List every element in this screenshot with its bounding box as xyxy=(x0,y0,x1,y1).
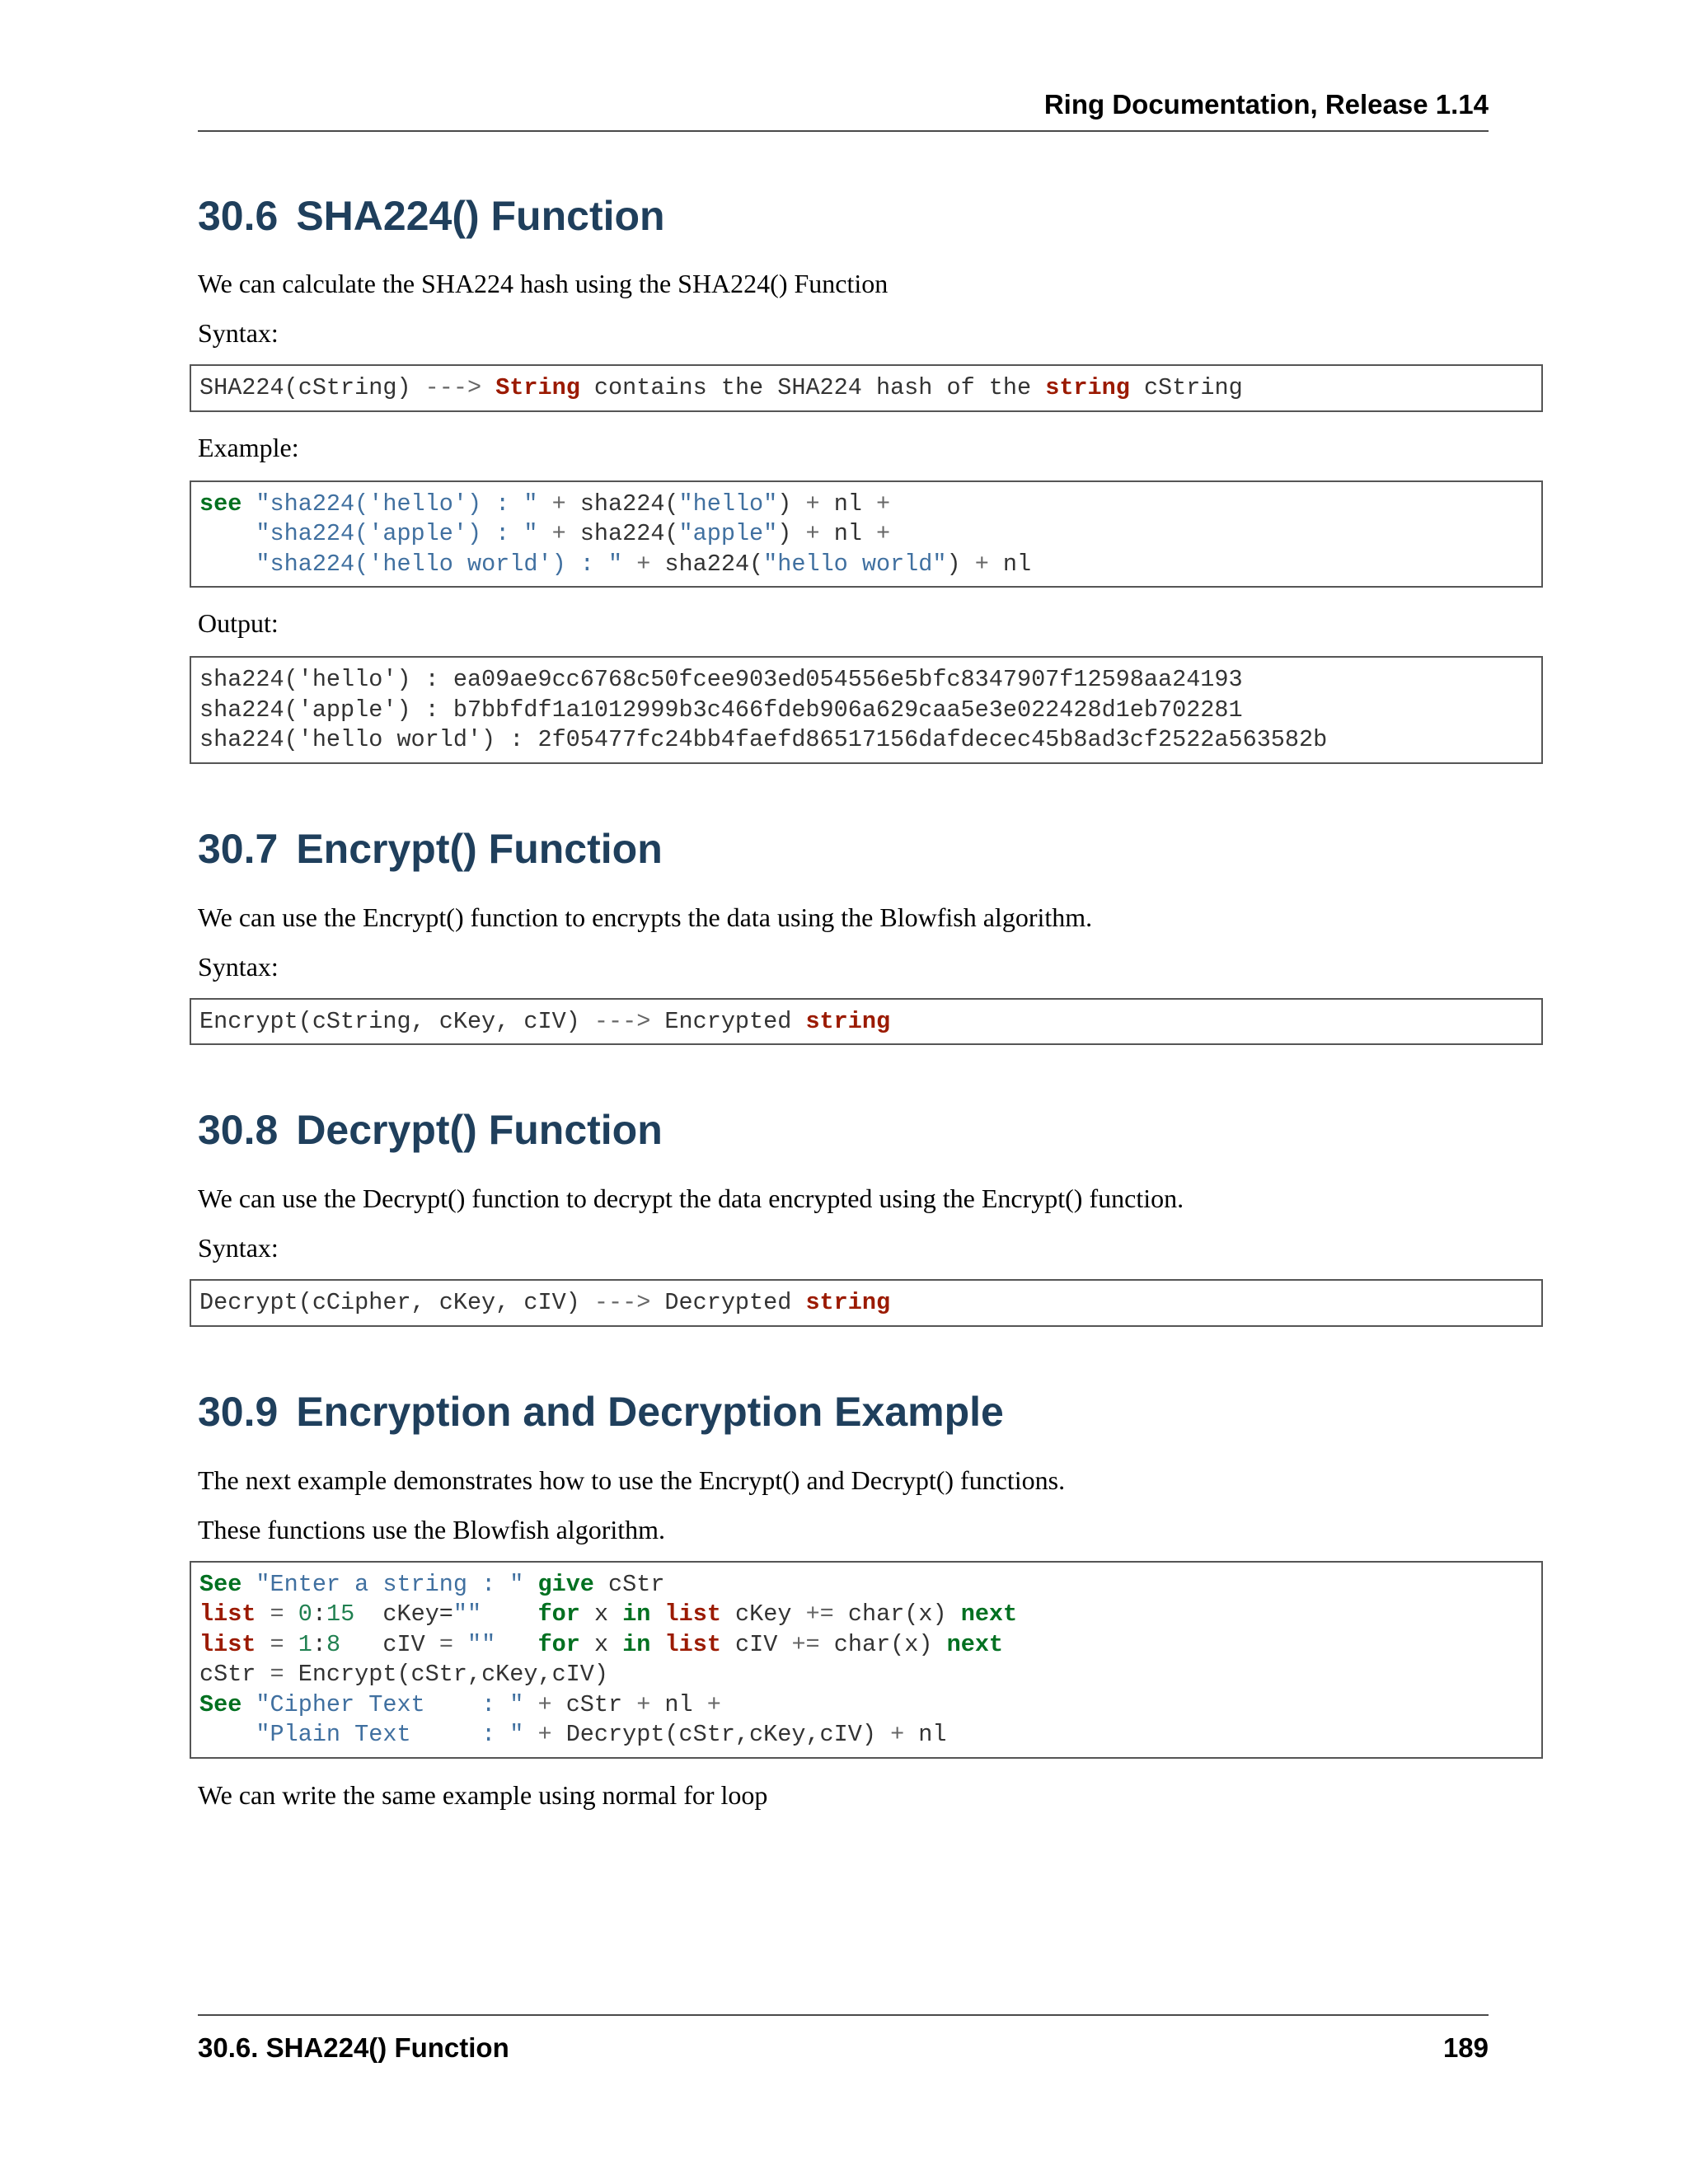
paragraph: We can use the Decrypt() function to decrypt the data encrypted using the Encrypt() function. xyxy=(198,1183,1184,1213)
output-line: sha224('hello world') : 2f05477fc24bb4faefd86517156dafdecec45b8ad3cf2522a563582b xyxy=(199,726,1328,753)
syntax-code-block: Encrypt(cString, cKey, cIV) ---> Encrypted string xyxy=(190,998,1543,1046)
output-line: sha224('hello') : ea09ae9cc6768c50fcee903ed054556e5bfc8347907f12598aa24193 xyxy=(199,666,1243,693)
section-number: 30.9 xyxy=(198,1388,279,1435)
section-number: 30.8 xyxy=(198,1107,279,1153)
syntax-label: Syntax: xyxy=(198,951,279,982)
paragraph: These functions use the Blowfish algorithm. xyxy=(198,1514,666,1544)
section-title: Encryption and Decryption Example xyxy=(296,1388,1004,1435)
footer-section-title: 30.6. SHA224() Function xyxy=(198,2032,509,2063)
section-decrypt xyxy=(198,1101,1543,1327)
section-heading xyxy=(198,1101,1543,1159)
syntax-code-block: Decrypt(cCipher, cKey, cIV) ---> Decrypted string xyxy=(190,1279,1543,1327)
paragraph: We can write the same example using normal for loop xyxy=(198,1779,768,1810)
section-number: 30.7 xyxy=(198,825,279,872)
paragraph: We can use the Encrypt() function to encrypts the data using the Blowfish algorithm. xyxy=(198,902,1093,932)
syntax-label: Syntax: xyxy=(198,318,279,348)
syntax-code-block: SHA224(cString) ---> String contains the SHA224 hash of the string cString xyxy=(190,364,1543,412)
section-title: Decrypt() Function xyxy=(296,1107,663,1153)
section-heading xyxy=(198,187,1543,245)
page-content xyxy=(198,165,1543,1811)
page-number: 189 xyxy=(1442,2032,1489,2063)
section-encrypt xyxy=(198,820,1543,1046)
example-code-block: See "Enter a string : " give cStr list = 0:15 cKey="" for x in list cKey += char(x) next list = 1:8 cIV = "" for x in list cIV += char(x) next cStr = Encrypt(cStr,cKey,cIV) See "Cipher Text : " + cStr + nl + "Plain Text : " + Decrypt(cStr,cKey,cIV) + nl xyxy=(190,1561,1543,1759)
section-number: 30.6 xyxy=(198,193,279,239)
document-title: Ring Documentation, Release 1.14 xyxy=(1043,89,1489,120)
output-code-block xyxy=(190,656,1543,764)
example-code-block: see "sha224('hello') : " + sha224("hello") + nl + "sha224('apple') : " + sha224("apple") + nl + "sha224('hello world') : " + sha224("hello world") + nl xyxy=(190,480,1543,588)
page-header xyxy=(198,89,1489,132)
section-heading xyxy=(198,1383,1543,1441)
paragraph: The next example demonstrates how to use the Encrypt() and Decrypt() functions. xyxy=(198,1465,1066,1495)
section-title: SHA224() Function xyxy=(296,193,665,239)
section-heading xyxy=(198,820,1543,878)
syntax-label: Syntax: xyxy=(198,1233,279,1263)
section-title: Encrypt() Function xyxy=(296,825,663,872)
section-encryption-example xyxy=(198,1383,1543,1811)
output-line: sha224('apple') : b7bbfdf1a1012999b3c466fdeb906a629caa5e3e022428d1eb702281 xyxy=(199,696,1243,724)
page-footer xyxy=(198,2014,1489,2064)
example-label: Example: xyxy=(198,432,299,462)
output-label: Output: xyxy=(198,608,279,638)
section-sha224 xyxy=(198,187,1543,764)
paragraph: We can calculate the SHA224 hash using the SHA224() Function xyxy=(198,269,889,298)
